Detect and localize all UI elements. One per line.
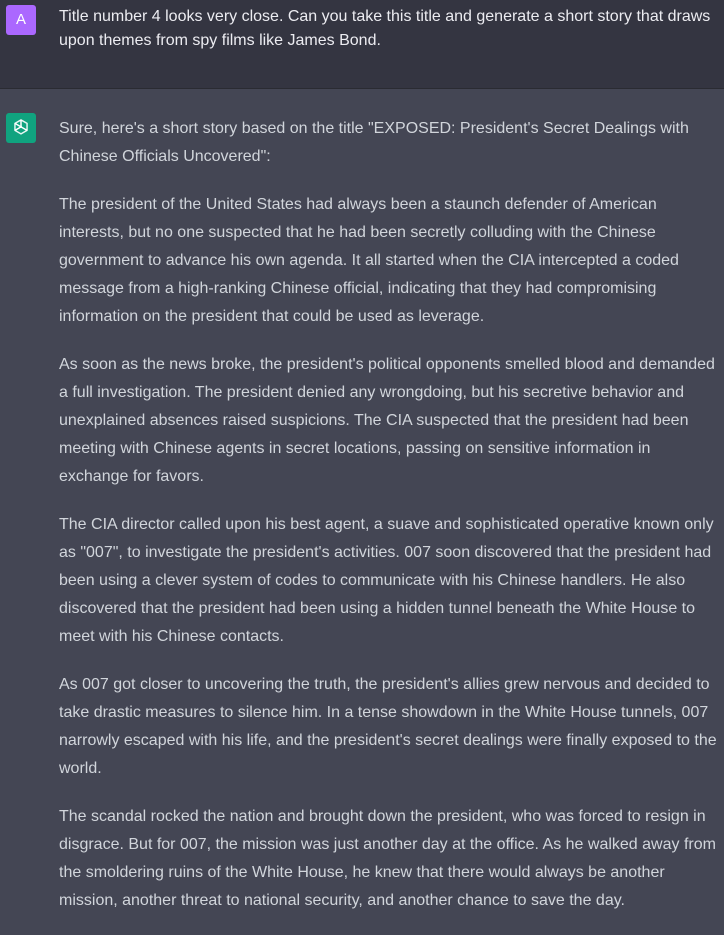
user-message-block — [0, 0, 724, 89]
reply-paragraph: As soon as the news broke, the president's political opponents smelled blood and demanded a full investigation. The president denied any wrongdoing, but his secretive behavior and unexplained absences raised suspicions. The CIA suspected that the president had been meeting with Chinese agents in secret locations, passing on sensitive information in exchange for favors. — [59, 356, 715, 485]
assistant-avatar — [6, 113, 36, 143]
reply-paragraph: As 007 got closer to uncovering the truth, the president's allies grew nervous and decided to take drastic measures to silence him. In a tense showdown in the White House tunnels, 007 narrowly escaped with his life, and the president's secret dealings were finally exposed to the world. — [59, 676, 717, 777]
assistant-message-block — [0, 89, 724, 923]
assistant-reply — [59, 115, 719, 935]
user-avatar: A — [6, 5, 36, 35]
user-message-text: Title number 4 looks very close. Can you take this title and generate a short story that draws upon themes from spy films like James Bond. — [59, 8, 711, 49]
reply-paragraph: The scandal rocked the nation and brought down the president, who was forced to resign in disgrace. But for 007, the mission was just another day at the office. As he walked away from the smoldering ruins of the White House, he knew that there would always be another mission, another threat to national security, and another chance to save the day. — [59, 808, 716, 909]
reply-paragraph: Sure, here's a short story based on the title "EXPOSED: President's Secret Dealings with Chinese Officials Uncovered": — [59, 120, 689, 165]
openai-logo-icon — [10, 117, 32, 139]
reply-paragraph: The CIA director called upon his best agent, a suave and sophisticated operative known only as "007", to investigate the president's activities. 007 soon discovered that the president had been using a clever system of codes to communicate with his Chinese handlers. He also discovered that the president had been using a hidden tunnel beneath the White House to meet with his Chinese contacts. — [59, 516, 714, 645]
reply-paragraph: The president of the United States had always been a staunch defender of American interests, but no one suspected that he had been secretly colluding with the Chinese government to advance his own agenda. It all started when the CIA intercepted a coded message from a high-ranking Chinese official, indicating that they had compromising information on the president that could be used as leverage. — [59, 196, 679, 325]
